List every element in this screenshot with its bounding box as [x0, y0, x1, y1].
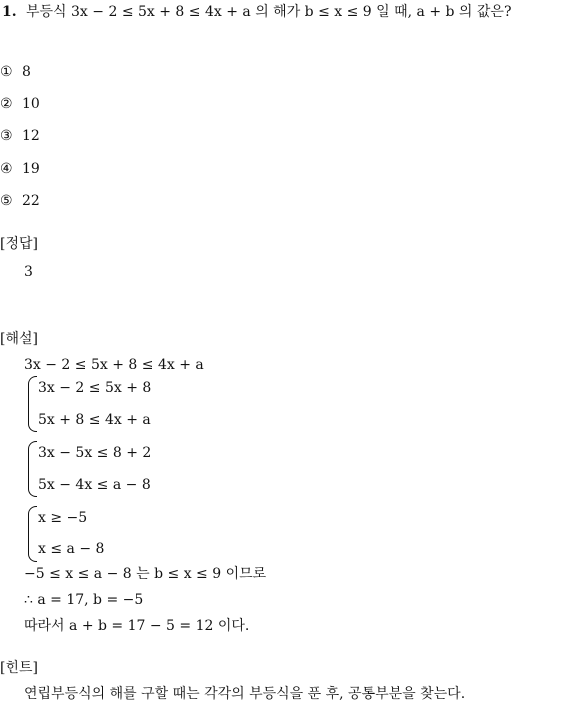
explanation-line-6: ∴ a = 17, b = −5 — [24, 592, 144, 608]
hint-text: 연립부등식의 해를 구할 때는 각각의 부등식을 푼 후, 공통부분을 찾는다. — [24, 686, 466, 702]
choice-value: 22 — [22, 193, 40, 209]
question-text: 부등식 3x − 2 ≤ 5x + 8 ≤ 4x + a 의 해가 b ≤ x ≤ 9 일 때, a + b 의 값은? — [26, 4, 512, 20]
system-brace-3 — [28, 506, 37, 562]
answer-label: [정답] — [0, 236, 38, 252]
choice-1[interactable] — [0, 64, 31, 80]
system-brace-1 — [28, 376, 37, 432]
choice-2[interactable] — [0, 96, 40, 112]
system2-line-1: 3x − 5x ≤ 8 + 2 — [38, 445, 152, 461]
hint-label: [힌트] — [0, 660, 38, 676]
system2-line-2: 5x − 4x ≤ a − 8 — [38, 477, 151, 493]
explanation-label: [해설] — [0, 331, 38, 347]
system3-line-1: x ≥ −5 — [38, 510, 88, 526]
choice-3[interactable] — [0, 128, 40, 144]
choice-mark: ④ — [0, 161, 13, 177]
choice-value: 12 — [22, 128, 40, 144]
answer-value: 3 — [24, 264, 33, 280]
explanation-line-7: 따라서 a + b = 17 − 5 = 12 이다. — [24, 618, 250, 634]
system-brace-2 — [28, 441, 37, 497]
choice-value: 8 — [22, 64, 31, 80]
choice-5[interactable] — [0, 193, 40, 209]
choice-mark: ⑤ — [0, 193, 13, 209]
question-number: 1. — [2, 4, 17, 20]
choice-mark: ① — [0, 64, 13, 80]
choice-value: 19 — [22, 161, 40, 177]
choice-mark: ② — [0, 96, 13, 112]
system3-line-2: x ≤ a − 8 — [38, 541, 105, 557]
choice-value: 10 — [22, 96, 40, 112]
choice-4[interactable] — [0, 161, 40, 177]
explanation-line-1: 3x − 2 ≤ 5x + 8 ≤ 4x + a — [24, 357, 204, 373]
system1-line-2: 5x + 8 ≤ 4x + a — [38, 412, 151, 428]
choice-mark: ③ — [0, 128, 13, 144]
explanation-line-5: −5 ≤ x ≤ a − 8 는 b ≤ x ≤ 9 이므로 — [24, 566, 267, 582]
system1-line-1: 3x − 2 ≤ 5x + 8 — [38, 380, 152, 396]
